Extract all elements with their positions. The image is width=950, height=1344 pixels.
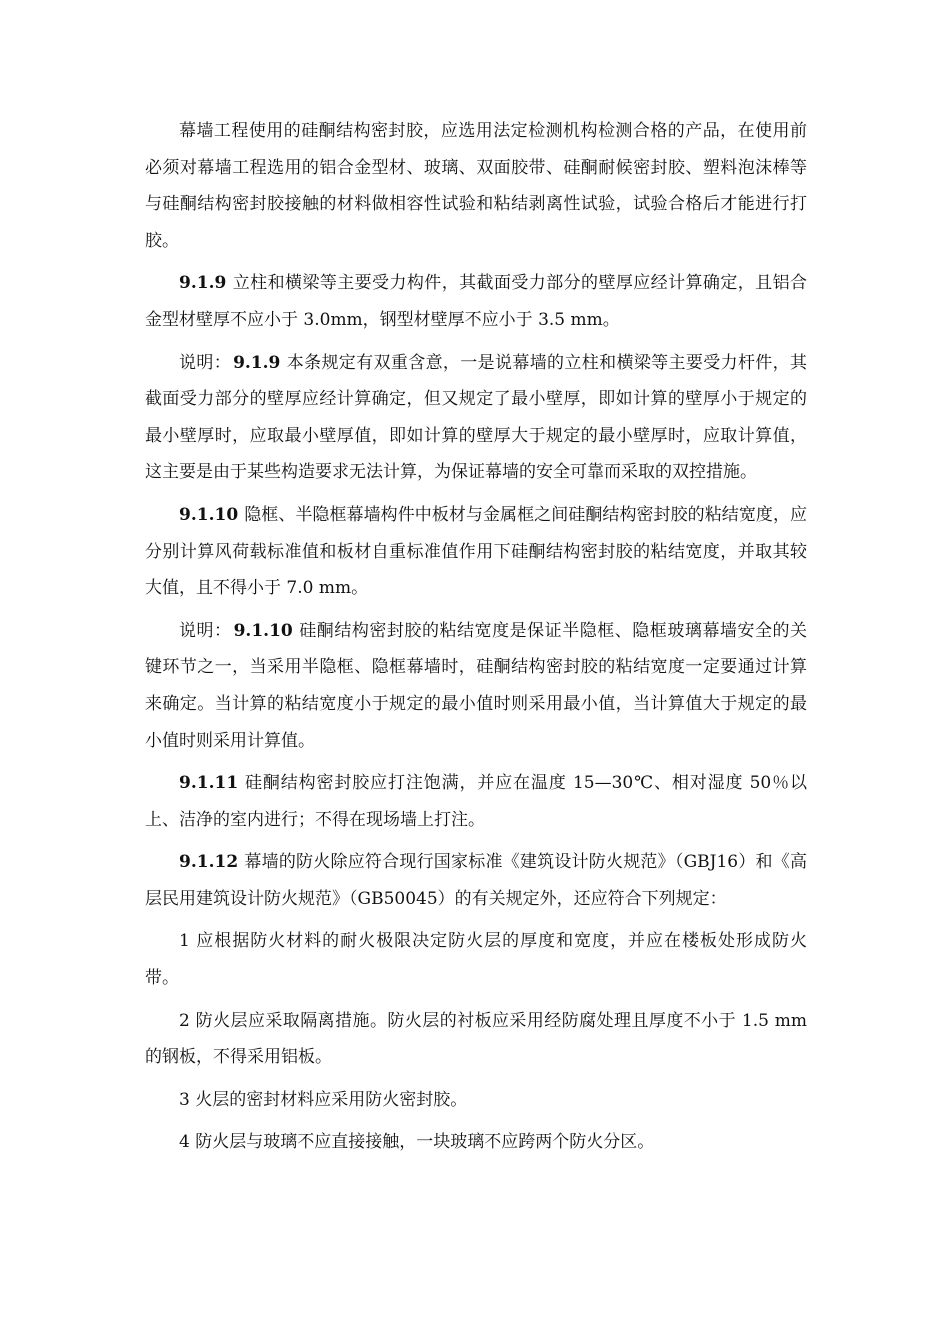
explanation-prefix: 说明： — [179, 352, 232, 373]
paragraph-text: 3 火层的密封材料应采用防火密封胶。 — [179, 1089, 468, 1110]
list-item-3 — [145, 1082, 807, 1119]
clause-9-1-10 — [145, 497, 807, 607]
paragraph-text: 硅酮结构密封胶应打注饱满，并应在温度 15—30℃、相对湿度 50％以上、洁净的室内进行；不得在现场墙上打注。 — [145, 773, 807, 830]
explanation-prefix: 说明： — [179, 620, 232, 641]
clause-number: 9.1.12 — [179, 852, 239, 873]
clause-9-1-9 — [145, 265, 807, 338]
paragraph-sealant-testing — [145, 113, 807, 259]
list-item-1 — [145, 923, 807, 996]
clause-number: 9.1.9 — [179, 273, 227, 294]
paragraph-text: 2 防火层应采取隔离措施。防火层的衬板应采用经防腐处理且厚度不小于 1.5 mm 的钢板，不得采用铝板。 — [145, 1010, 807, 1068]
clause-number: 9.1.9 — [233, 352, 281, 373]
paragraph-text: 硅酮结构密封胶的粘结宽度是保证半隐框、隐框玻璃幕墙安全的关键环节之一，当采用半隐框、隐框幕墙时，硅酮结构密封胶的粘结宽度一定要通过计算来确定。当计算的粘结宽度小于规定的最小值时则采用最小值，当计算值大于规定的最小值时则采用计算值。 — [145, 620, 808, 751]
paragraph-text: 隐框、半隐框幕墙构件中板材与金属框之间硅酮结构密封胶的粘结宽度，应分别计算风荷载标准值和板材自重标准值作用下硅酮结构密封胶的粘结宽度，并取其较大值，且不得小于 7.0 mm。 — [145, 504, 807, 599]
clause-number: 9.1.10 — [233, 620, 293, 641]
explanation-9-1-10 — [145, 613, 807, 759]
paragraph-text: 1 应根据防火材料的耐火极限决定防火层的厚度和宽度，并应在楼板处形成防火带。 — [145, 931, 807, 989]
paragraph-text: 幕墙的防火除应符合现行国家标准《建筑设计防火规范》（GBJ16）和《高层民用建筑设计防火规范》（GB50045）的有关规定外，还应符合下列规定： — [145, 852, 807, 909]
list-item-2 — [145, 1003, 807, 1076]
clause-9-1-12 — [145, 844, 807, 917]
paragraph-text: 立柱和横梁等主要受力构件，其截面受力部分的壁厚应经计算确定，且铝合金型材壁厚不应小于 3.0mm，钢型材壁厚不应小于 3.5 mm。 — [145, 273, 807, 330]
explanation-9-1-9 — [145, 345, 807, 491]
clause-number: 9.1.11 — [179, 773, 239, 794]
clause-9-1-11 — [145, 765, 807, 838]
clause-number: 9.1.10 — [179, 504, 239, 525]
list-item-4 — [145, 1124, 807, 1161]
paragraph-text: 4 防火层与玻璃不应直接接触，一块玻璃不应跨两个防火分区。 — [179, 1132, 655, 1153]
document-page — [145, 113, 807, 1167]
paragraph-text: 本条规定有双重含意，一是说幕墙的立柱和横梁等主要受力杆件，其截面受力部分的壁厚应经计算确定，但又规定了最小壁厚，即如计算的壁厚小于规定的最小壁厚时，应取最小壁厚值，即如计算的壁厚大于规定的最小壁厚时，应取计算值，这主要是由于某些构造要求无法计算，为保证幕墙的安全可靠而采取的双控措施。 — [145, 352, 808, 483]
paragraph-text: 幕墙工程使用的硅酮结构密封胶，应选用法定检测机构检测合格的产品，在使用前必须对幕墙工程选用的铝合金型材、玻璃、双面胶带、硅酮耐候密封胶、塑料泡沫棒等与硅酮结构密封胶接触的材料做相容性试验和粘结剥离性试验，试验合格后才能进行打胶。 — [145, 121, 807, 251]
